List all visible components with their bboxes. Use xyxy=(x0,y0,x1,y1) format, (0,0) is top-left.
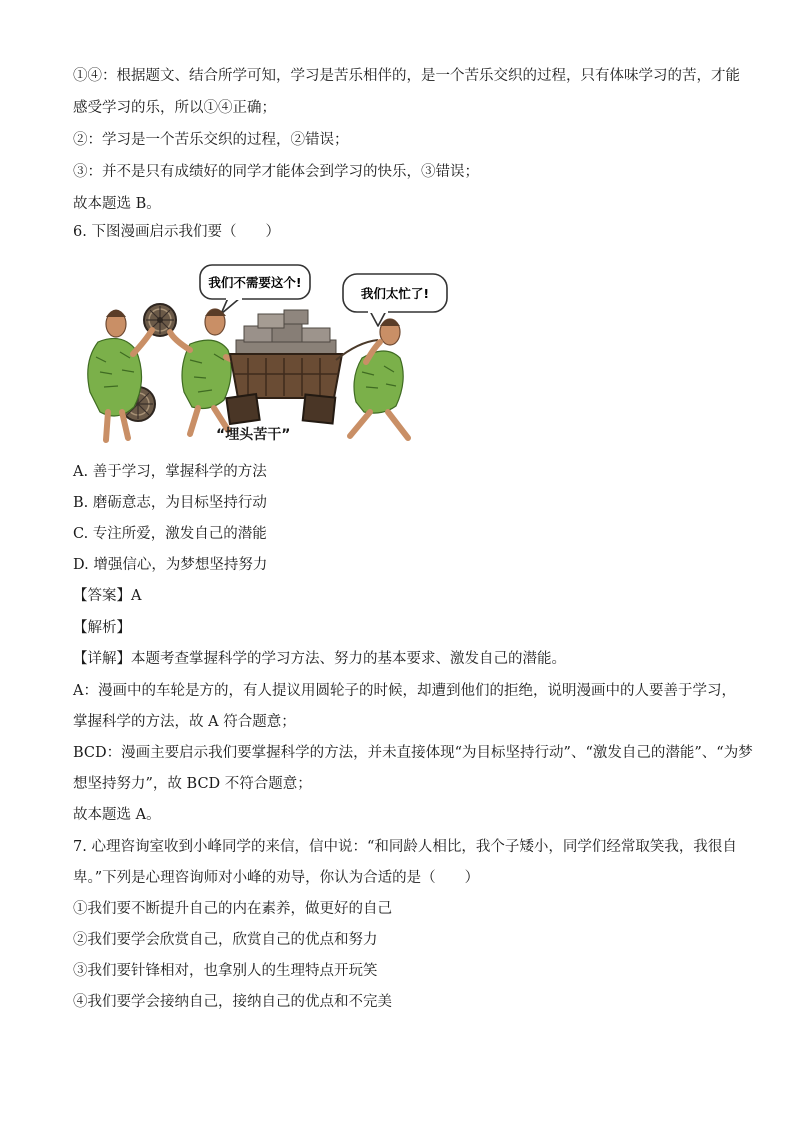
question-6-conclusion: 故本题选 A。 xyxy=(73,807,161,823)
analysis-label: 【解析】 xyxy=(73,620,131,636)
statement-1: ①我们要不断提升自己的内在素养，做更好的自己 xyxy=(73,901,392,917)
caveman-with-round-wheels xyxy=(88,304,176,440)
prev-conclusion: 故本题选 B。 xyxy=(73,196,161,212)
option-d: D. 增强信心，为梦想坚持努力 xyxy=(73,557,268,573)
statement-3: ③我们要针锋相对，也拿别人的生理特点开玩笑 xyxy=(73,963,378,979)
caveman-right xyxy=(350,319,408,438)
prev-analysis-line-4: ③：并不是只有成绩好的同学才能体会到学习的快乐，③错误； xyxy=(73,164,479,180)
option-b: B. 磨砺意志，为目标坚持行动 xyxy=(73,495,267,511)
question-7-stem-line-1: 7. 心理咨询室收到小峰同学的来信，信中说：“和同龄人相比，我个子矮小，同学们经常取笑我，我很自 xyxy=(73,839,737,855)
detail-line: 【详解】本题考查掌握科学的学习方法、努力的基本要求、激发自己的潜能。 xyxy=(73,651,566,667)
question-7-stem-line-2: 卑。”下列是心理咨询师对小峰的劝导，你认为合适的是（ ） xyxy=(73,870,480,886)
answer-label: 【答案】A xyxy=(73,588,142,604)
statement-2: ②我们要学会欣赏自己，欣赏自己的优点和努力 xyxy=(73,932,378,948)
statement-4: ④我们要学会接纳自己，接纳自己的优点和不完美 xyxy=(73,994,392,1010)
bubble-right-text: 我们太忙了! xyxy=(360,286,430,301)
prev-analysis-line-1: ①④：根据题文、结合所学可知，学习是苦乐相伴的，是一个苦乐交织的过程，只有体味学习的苦，才能 xyxy=(73,68,740,84)
analysis-bcd-line-2: 想坚持努力”，故 BCD 不符合题意； xyxy=(73,776,312,792)
prev-analysis-line-2: 感受学习的乐，所以①④正确； xyxy=(73,100,276,116)
speech-bubble-left xyxy=(200,265,310,314)
analysis-a-line-2: 掌握科学的方法，故 A 符合题意； xyxy=(73,714,296,730)
prev-analysis-line-3: ②：学习是一个苦乐交织的过程，②错误； xyxy=(73,132,349,148)
analysis-a-line-1: A：漫画中的车轮是方的，有人提议用圆轮子的时候，却遭到他们的拒绝，说明漫画中的人要善于学习， xyxy=(73,683,736,699)
bubble-left-text: 我们不需要这个! xyxy=(208,275,302,290)
cart-with-square-wheels xyxy=(226,310,378,424)
analysis-bcd-line-1: BCD：漫画主要启示我们要掌握科学的方法，并未直接体现“为目标坚持行动”、“激发自己的潜能”、“为梦 xyxy=(73,745,753,761)
cartoon-caption: “埋头苦干” xyxy=(216,427,291,443)
speech-bubble-right xyxy=(343,274,447,326)
option-c: C. 专注所爱，激发自己的潜能 xyxy=(73,526,267,542)
question-6-stem: 6. 下图漫画启示我们要（ ） xyxy=(73,224,280,240)
option-a: A. 善于学习，掌握科学的方法 xyxy=(73,464,267,480)
